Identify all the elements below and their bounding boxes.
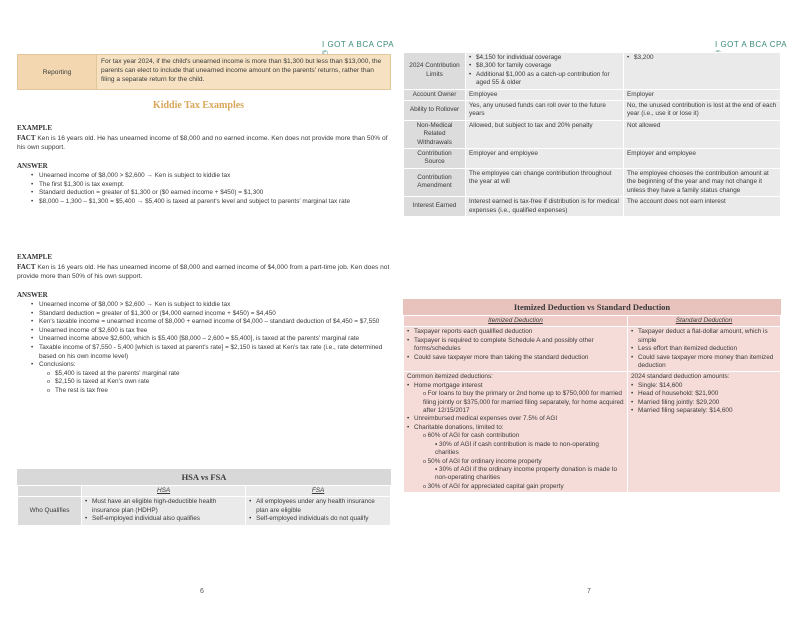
example-2-answer-list — [17, 301, 391, 370]
example-tag: EXAMPLE — [17, 253, 52, 261]
row-label: Ability to Rollover — [404, 101, 466, 121]
right-page — [397, 0, 794, 635]
list-item: • Married filing separately: $14,600 — [631, 407, 777, 415]
example-2 — [17, 253, 391, 396]
example-2-fact: FACT Ken is 16 years old. He has unearned income of $8,000 and earned income of $4,000 from a part-time job. Ken does not provide more than 50% of his own support. — [17, 263, 390, 280]
list-item: • Single: $14,600 — [631, 382, 777, 390]
hsa-fsa-grid-continued — [403, 52, 781, 217]
list-item: o 30% of AGI for appreciated capital gain property — [423, 482, 564, 490]
list-item: • Conclusions: — [31, 361, 391, 370]
std-deduction-label: 2024 standard deduction amounts: — [631, 373, 730, 381]
col-header-standard: Standard Deduction — [628, 316, 781, 327]
list-item: • Head of household: $21,900 — [631, 390, 777, 398]
cell: The employee can change contribution throughout the year at will — [466, 168, 624, 196]
row-label: Contribution Source — [404, 149, 466, 169]
list-item: • Unearned income of $8,000 > $2,600 → Ken is subject to kiddie tax — [31, 172, 391, 181]
list-item: • Ken's taxable income = unearned income of $8,000 + earned income of $4,000 – standard deduction of $4,450 = $7,550 — [31, 318, 391, 327]
conclusions-list — [17, 370, 391, 396]
hsa-fsa-title: HSA vs FSA — [17, 469, 391, 485]
common-deductions-label: Common itemized deductions: — [407, 373, 493, 381]
table-row — [18, 497, 391, 525]
list-item: • The first $1,300 is tax exempt. — [31, 181, 391, 190]
list-item: • Standard deduction = greater of $1,300 or ($0 earned income + $450) = $1,300 — [31, 189, 391, 198]
row-label: Non-Medical Related Withdrawals — [404, 120, 466, 148]
cell: The account does not earn interest — [624, 197, 781, 217]
cell: No, the unused contribution is lost at the end of each year (i.e., use it or lose it) — [624, 101, 781, 121]
cell: Allowed, but subject to tax and 20% penalty — [466, 120, 624, 148]
list-item: • Taxpayer is required to complete Schedule A and possibly other forms/schedules — [407, 337, 624, 354]
hsa-fsa-grid — [17, 485, 391, 526]
reporting-label: Reporting — [17, 54, 97, 90]
list-item: • $8,300 for family coverage — [469, 62, 620, 70]
page-number: 6 — [200, 588, 204, 595]
itemized-vs-standard-table — [403, 299, 781, 493]
list-item: • Home mortgage interest — [407, 382, 624, 390]
row-label: 2024 Contribution Limits — [404, 53, 466, 90]
answer-tag: ANSWER — [17, 162, 48, 170]
col-header-hsa: HSA — [82, 486, 246, 497]
list-item: • Could save taxpayer more than taking the standard deduction — [407, 354, 624, 362]
list-item: • Unearned income of $8,000 > $2,600 → Ken is subject to kiddie tax — [31, 301, 391, 310]
list-item: • Unearned income above $2,600, which is $5,400 [$8,000 – 2,600 = $5,400], is taxed at the parents' marginal rate — [31, 335, 391, 344]
table-row — [404, 53, 781, 90]
cell: Interest earned is tax-free if distribution is for medical expenses (i.e., qualified expenses) — [466, 197, 624, 217]
list-item: • $4,150 for individual coverage — [469, 54, 620, 62]
list-item: • Less effort than itemized deduction — [631, 345, 777, 353]
mortgage-sub: o For loans to buy the primary or 2nd home up to $750,000 for married filing jointly or $375,000 for married filing separately, for home acquired after 12/15/2017 — [423, 390, 624, 415]
list-item: • Must have an eligible high-deductible health insurance plan (HDHP) — [85, 498, 242, 515]
reporting-text: For tax year 2024, if the child's unearned income is more than $1,300 but less than $13,000, the parents can elect to include that unearned income amount on the parents' returns, rather than filing a separate return for the child. — [97, 54, 391, 90]
list-item: • Self-employed individual also qualifies — [85, 515, 242, 523]
cell: Not allowed — [624, 120, 781, 148]
list-item: • Could save taxpayer more money than itemized deduction — [631, 354, 777, 371]
example-1-fact: FACT Ken is 16 years old. He has unearned income of $8,000 and no earned income. Ken does not provide more than 50% of his own support. — [17, 134, 388, 151]
cell: Employer — [624, 89, 781, 100]
example-1 — [17, 124, 391, 206]
list-item: • $3,200 — [627, 54, 777, 62]
itemized-grid — [403, 315, 781, 493]
list-item: • Taxpayer deduct a flat-dollar amount, which is simple — [631, 328, 777, 345]
list-item: • Unearned income of $2,600 is tax free — [31, 327, 391, 336]
cell: Employer and employee — [466, 149, 624, 169]
list-item: • All employees under any health insurance plan are eligible — [249, 498, 387, 515]
answer-tag: ANSWER — [17, 291, 48, 299]
table-row — [404, 101, 781, 121]
list-item: ▪ 30% of AGI if cash contribution is made to non-operating charities — [435, 440, 599, 457]
table-row — [404, 168, 781, 196]
table-row — [404, 149, 781, 169]
list-item: ▪ 30% of AGI if the ordinary income property donation is made to non-operating charities — [435, 465, 618, 482]
table-row — [404, 89, 781, 100]
list-item: o 60% of AGI for cash contribution — [423, 432, 520, 440]
hsa-fsa-continued — [403, 52, 781, 217]
row-label: Account Owner — [404, 89, 466, 100]
table-row — [404, 327, 781, 372]
list-item: • Taxable income of $7,550 - 5,400 [which is taxed at parent's rate] = $2,150 is taxed at Ken's tax rate (i.e., rate determined based on his own income level) — [31, 344, 391, 361]
row-label: Interest Earned — [404, 197, 466, 217]
col-header-itemized: Itemized Deduction — [404, 316, 628, 327]
hsa-fsa-table — [17, 469, 391, 526]
kiddie-tax-title: Kiddie Tax Examples — [152, 100, 245, 111]
cell: Yes, any unused funds can roll over to the future years — [466, 101, 624, 121]
itemized-vs-standard-title: Itemized Deduction vs Standard Deduction — [403, 299, 781, 315]
table-row — [404, 120, 781, 148]
cell: Employee — [466, 89, 624, 100]
list-item: o $2,150 is taxed at Ken's own rate — [47, 378, 391, 387]
example-tag: EXAMPLE — [17, 124, 52, 132]
example-1-answer-list — [17, 172, 391, 206]
row-label: Contribution Amendment — [404, 168, 466, 196]
cell: The employee chooses the contribution amount at the beginning of the year and may not change it unless they have a family status change — [624, 168, 781, 196]
list-item: • $8,000 – 1,300 – $1,300 = $5,400 → $5,400 is taxed at parent's level and subject to parents' marginal tax rate — [31, 198, 391, 207]
list-item: • Taxpayer reports each qualified deduction — [407, 328, 624, 336]
table-row — [404, 372, 781, 493]
list-item: • Self-employed individuals do not qualify — [249, 515, 387, 523]
list-item: • Married filing jointly: $29,200 — [631, 399, 777, 407]
list-item: • Unreimbursed medical expenses over 7.5% of AGI — [407, 415, 624, 423]
list-item: • Standard deduction = greater of $1,300 or ($4,000 earned income + $450) = $4,450 — [31, 310, 391, 319]
charity-sub-list — [407, 432, 624, 491]
col-header-fsa: FSA — [246, 486, 391, 497]
list-item: o $5,400 is taxed at the parents' marginal rate — [47, 370, 391, 379]
brand-mark: I GOT A BCA CPA — [715, 40, 787, 49]
row-label: Who Qualifies — [18, 497, 82, 525]
list-item: • Charitable donations, limited to: — [407, 424, 624, 432]
brand-mark: I GOT A BCA CPA — [322, 40, 394, 49]
list-item: o The rest is tax free — [47, 387, 391, 396]
table-row — [404, 197, 781, 217]
page-number: 7 — [587, 588, 591, 595]
reporting-box — [17, 54, 391, 90]
list-item: o 50% of AGI for ordinary income property — [423, 457, 542, 465]
cell: Employer and employee — [624, 149, 781, 169]
list-item: • Additional $1,000 as a catch-up contribution for aged 55 & older — [469, 71, 620, 88]
